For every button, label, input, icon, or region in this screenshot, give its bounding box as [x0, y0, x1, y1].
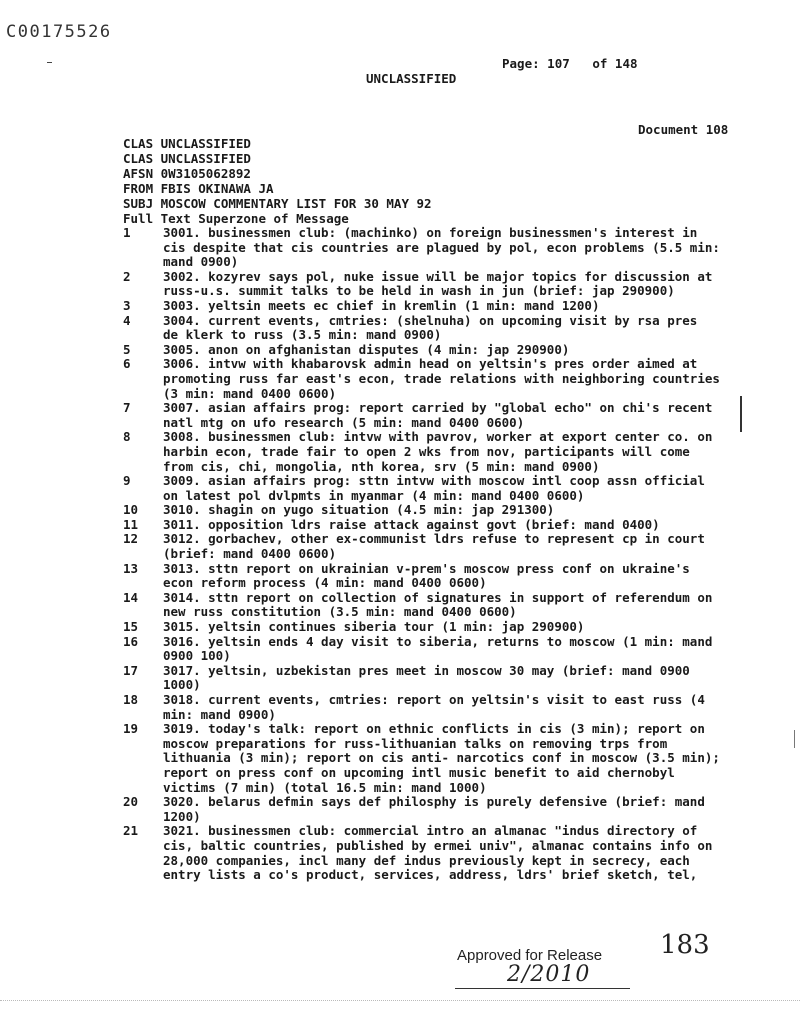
commentary-list	[123, 226, 723, 883]
list-item	[123, 693, 723, 722]
item-number: 9	[123, 473, 131, 489]
item-text: 3007. asian affairs prog: report carried by "global echo" on chi's recent natl mtg on ufo research (5 min: mand 0400 0600)	[163, 400, 713, 430]
scan-edge	[0, 1000, 800, 1001]
item-text: 3014. sttn report on collection of signatures in support of referendum on new russ constitution (3.5 min: mand 0400 0600)	[163, 589, 713, 620]
header-line: AFSN 0W3105062892	[123, 166, 251, 181]
item-text: 3010. shagin on yugo situation (4.5 min: jap 291300)	[163, 502, 555, 518]
item-number: 13	[123, 560, 139, 576]
list-item	[123, 532, 723, 561]
list-item	[123, 401, 723, 430]
item-number: 18	[123, 692, 139, 707]
item-text: 3004. current events, cmtries: (shelnuha) on upcoming visit by rsa pres de klerk to russ (3.5 min: mand 0900)	[163, 312, 698, 343]
item-text: 3017. yeltsin, uzbekistan pres meet in moscow 30 may (brief: mand 0900 1000)	[163, 662, 690, 693]
list-item	[123, 226, 723, 270]
classification-marking: UNCLASSIFIED	[366, 71, 457, 86]
page-label: Page:	[502, 56, 540, 71]
item-number: 15	[123, 619, 139, 635]
list-item	[123, 562, 723, 591]
item-text: 3015. yeltsin continues siberia tour (1 min: jap 290900)	[163, 619, 585, 635]
item-number: 1	[123, 225, 131, 240]
item-number: 21	[123, 823, 139, 839]
page-of-label: of	[592, 56, 608, 71]
page-number	[502, 56, 638, 71]
item-text: 3006. intvw with khabarovsk admin head on yeltsin's pres order aimed at promoting russ far east's econ, trade relations with neighboring countries (3 min: mand 0400 0600)	[163, 356, 720, 401]
list-item	[123, 635, 723, 664]
list-item	[123, 314, 723, 343]
list-item	[123, 664, 723, 693]
item-number: 5	[123, 341, 131, 357]
list-item	[123, 591, 723, 620]
margin-mark	[740, 396, 742, 432]
item-number: 3	[123, 297, 131, 313]
item-text: 3020. belarus defmin says def philosphy is purely defensive (brief: mand 1200)	[163, 794, 705, 824]
item-number: 17	[123, 662, 139, 678]
item-text: 3021. businessmen club: commercial intro an almanac "indus directory of cis, baltic countries, published by ermei univ", almanac contains info on 28,000 companies, incl many def indus previously kept in secrecy, each entry lists a co's product, services, address, ldrs' brief sketch, tel,	[163, 823, 713, 883]
approval-underline	[455, 988, 630, 989]
list-item	[123, 620, 723, 635]
list-item	[123, 824, 723, 882]
item-text: 3005. anon on afghanistan disputes (4 min: jap 290900)	[163, 341, 570, 357]
item-number: 10	[123, 502, 139, 518]
document-id: C00175526	[6, 22, 112, 42]
item-number: 2	[123, 268, 131, 284]
item-number: 20	[123, 794, 139, 810]
item-number: 7	[123, 400, 131, 416]
item-text: 3003. yeltsin meets ec chief in kremlin (1 min: mand 1200)	[163, 297, 600, 313]
header-line: FROM FBIS OKINAWA JA	[123, 181, 274, 196]
item-number: 6	[123, 356, 131, 372]
item-text: 3016. yeltsin ends 4 day visit to siberia, returns to moscow (1 min: mand 0900 100)	[163, 633, 713, 664]
list-item	[123, 503, 723, 518]
page-total: 148	[614, 56, 638, 71]
list-item	[123, 518, 723, 533]
edge-mark	[794, 730, 795, 748]
page-current: 107	[547, 56, 570, 71]
header-line: CLAS UNCLASSIFIED	[123, 151, 251, 166]
item-number: 11	[123, 516, 139, 532]
scan-mark	[47, 62, 52, 63]
item-text: 3012. gorbachev, other ex-communist ldrs refuse to represent cp in court (brief: mand 0400 0600)	[163, 531, 705, 562]
item-number: 12	[123, 531, 139, 547]
list-item	[123, 474, 723, 503]
header-line: CLAS UNCLASSIFIED	[123, 136, 251, 151]
list-item	[123, 722, 723, 795]
list-item	[123, 270, 723, 299]
message-header	[123, 136, 432, 226]
list-item	[123, 357, 723, 401]
item-text: 3018. current events, cmtries: report on yeltsin's visit to east russ (4 min: mand 0900)	[163, 692, 705, 722]
approval-date: 2/2010	[507, 962, 591, 987]
list-item	[123, 343, 723, 358]
item-text: 3002. kozyrev says pol, nuke issue will be major topics for discussion at russ-u.s. summit talks to be held in wash in jun (brief: jap 290900)	[163, 268, 713, 299]
item-number: 4	[123, 312, 131, 328]
list-item	[123, 430, 723, 474]
item-text: 3011. opposition ldrs raise attack against govt (brief: mand 0400)	[163, 516, 660, 532]
list-item	[123, 795, 723, 824]
item-text: 3013. sttn report on ukrainian v-prem's moscow press conf on ukraine's econ reform process (4 min: mand 0400 0600)	[163, 560, 690, 591]
approval-stamp: Approved for Release	[457, 947, 603, 964]
document-number: Document 108	[638, 122, 729, 137]
handwritten-page-number: 183	[660, 930, 710, 960]
header-line: SUBJ MOSCOW COMMENTARY LIST FOR 30 MAY 92	[123, 196, 432, 211]
item-number: 14	[123, 589, 139, 605]
item-text: 3019. today's talk: report on ethnic conflicts in cis (3 min); report on moscow preparations for russ-lithuanian talks on removing trps from lithuania (3 min); report on cis anti- narcotics conf in moscow (3.5 min); report on press conf on upcoming intl music benefit to aid chernobyl victims (7 min) (total 16.5 min: mand 1000)	[163, 721, 720, 795]
item-text: 3001. businessmen club: (machinko) on foreign businessmen's interest in cis despite that cis countries are plagued by pol, econ problems (5.5 min: mand 0900)	[163, 225, 720, 270]
item-text: 3008. businessmen club: intvw with pavrov, worker at export center co. on harbin econ, trade fair to open 2 wks from nov, participants will come from cis, chi, mongolia, nth korea, srv (5 min: mand 0900)	[163, 429, 713, 474]
item-number: 19	[123, 721, 139, 737]
list-item	[123, 299, 723, 314]
item-number: 8	[123, 429, 131, 445]
item-number: 16	[123, 633, 139, 649]
item-text: 3009. asian affairs prog: sttn intvw with moscow intl coop assn official on latest pol dvlpmts in myanmar (4 min: mand 0400 0600)	[163, 473, 705, 503]
header-line: Full Text Superzone of Message	[123, 211, 349, 226]
